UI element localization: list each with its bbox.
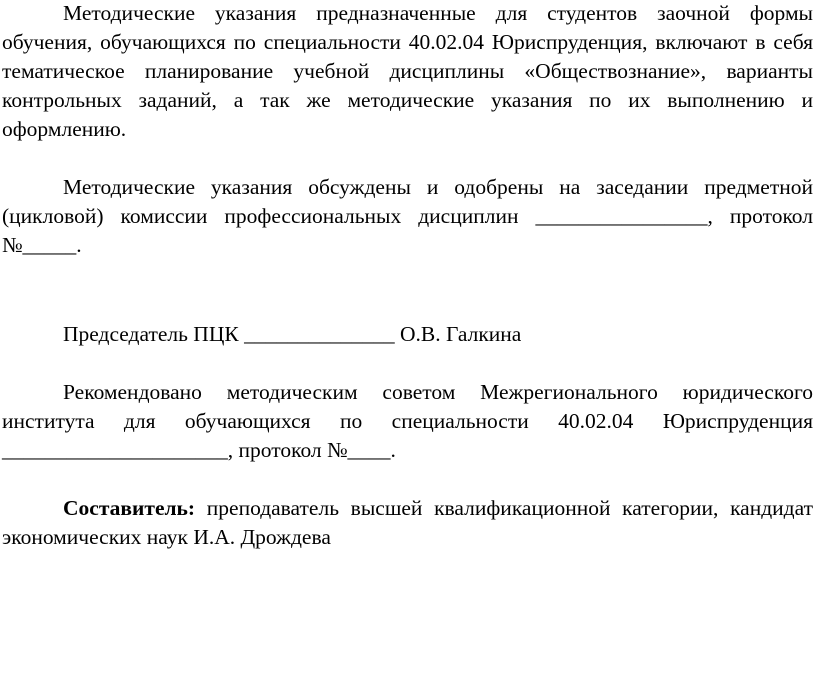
spacer bbox=[2, 260, 813, 320]
recommendation-blank-council: _____________________ bbox=[2, 438, 228, 462]
compiler-paragraph bbox=[2, 494, 813, 552]
recommendation-text: Рекомендовано методическим советом Межрегионального юридического института для обучающихся по специальности 40.02.04 Юриспруденция bbox=[2, 380, 813, 433]
approval-blank-committee: ________________ bbox=[535, 204, 708, 228]
recommendation-paragraph bbox=[2, 378, 813, 465]
recommendation-blank-protocol: ____ bbox=[347, 438, 391, 462]
chairman-label: Председатель ПЦК bbox=[63, 322, 239, 346]
approval-protocol-label: , протокол № bbox=[2, 204, 814, 257]
recommendation-end: . bbox=[390, 438, 396, 462]
approval-text: Методические указания обсуждены и одобрены на заседании предметной (цикловой) комиссии профессиональных дисциплин bbox=[2, 175, 813, 228]
approval-paragraph bbox=[2, 173, 813, 260]
document-page bbox=[2, 0, 813, 552]
chairman-name: О.В. Галкина bbox=[399, 322, 522, 346]
intro-paragraph: Методические указания предназначенные для студентов заочной формы обучения, обучающихся по специальности 40.02.04 Юриспруденция, включают в себя тематическое планирование учебной дисциплины «Обществознание», варианты контрольных заданий, а так же методические указания по их выполнению и оформлению. bbox=[2, 1, 813, 141]
spacer bbox=[2, 144, 813, 173]
compiler-text: преподаватель высшей квалификационной категории, кандидат экономических наук И.А. Дрождева bbox=[2, 496, 813, 549]
recommendation-protocol-label: , протокол № bbox=[227, 438, 348, 462]
spacer bbox=[2, 349, 813, 378]
chairman-line bbox=[2, 320, 813, 349]
compiler-label: Составитель: bbox=[63, 496, 196, 520]
spacer bbox=[2, 465, 813, 494]
chairman-signature-blank: ______________ bbox=[244, 322, 395, 346]
approval-blank-protocol: _____ bbox=[22, 233, 77, 257]
approval-end: . bbox=[76, 233, 82, 257]
